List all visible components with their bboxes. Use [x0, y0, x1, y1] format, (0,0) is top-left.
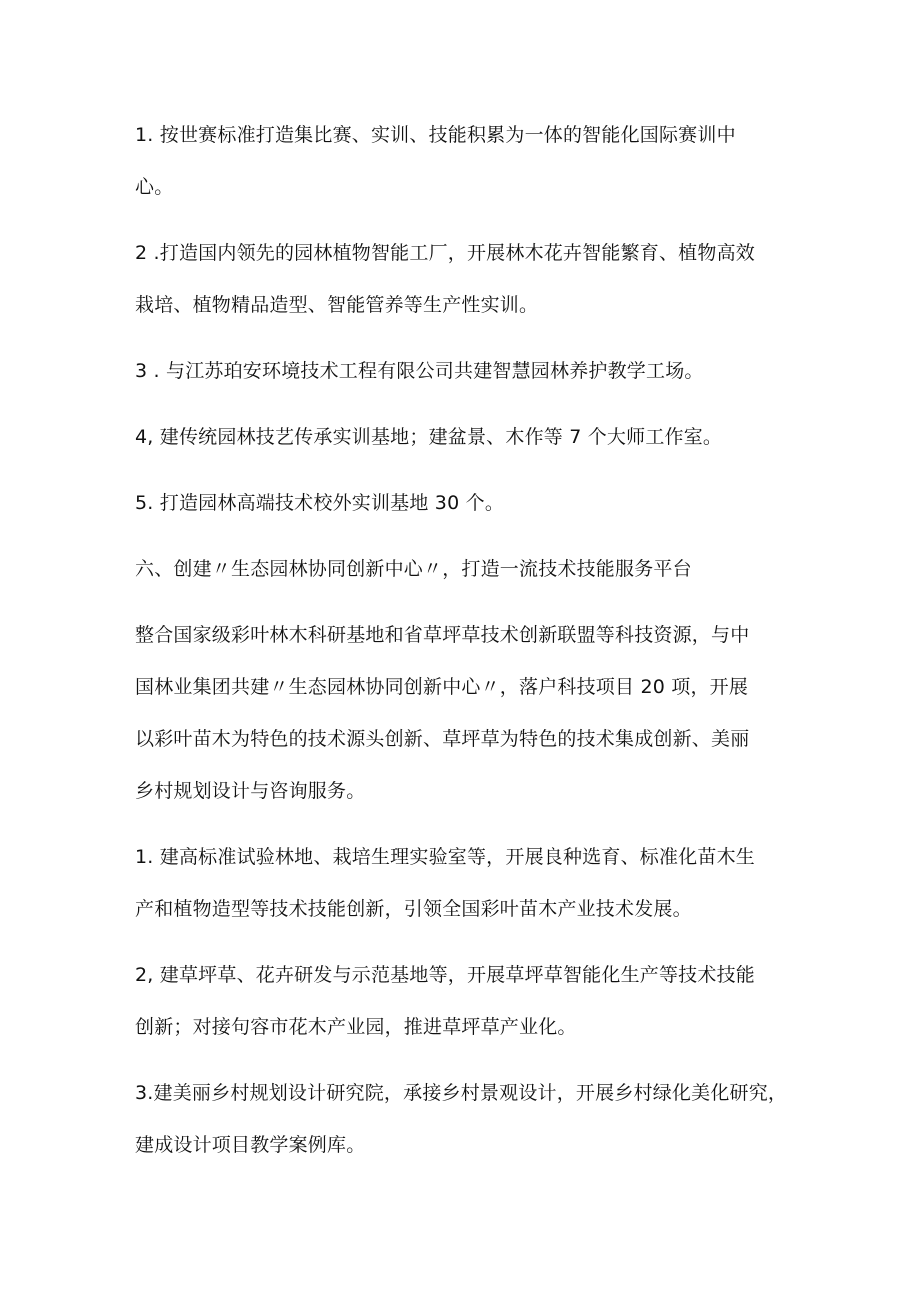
paragraph-line: 2 .打造国内领先的园林植物智能工厂，开展林木花卉智能繁育、植物高效 [135, 242, 755, 264]
paragraph-line: 以彩叶苗木为特色的技术源头创新、草坪草为特色的技术集成创新、美丽 [135, 728, 750, 750]
paragraph-line: 整合国家级彩叶林木科研基地和省草坪草技术创新联盟等科技资源，与中 [135, 624, 750, 646]
paragraph-8 [135, 831, 795, 935]
paragraph-2 [135, 227, 795, 331]
paragraph-line: 3.建美丽乡村规划设计研究院，承接乡村景观设计，开展乡村绿化美化研究， [135, 1082, 788, 1104]
paragraph-7 [135, 609, 795, 817]
section-heading [135, 543, 795, 595]
paragraph-line: 建成设计项目教学案例库。 [135, 1134, 366, 1156]
paragraph-line: 4, 建传统园林技艺传承实训基地；建盆景、木作等 7 个大师工作室。 [135, 426, 723, 448]
paragraph-10 [135, 1067, 795, 1171]
paragraph-line: 栽培、植物精品造型、智能管养等生产性实训。 [135, 294, 539, 316]
paragraph-5 [135, 477, 795, 529]
paragraph-line: 心。 [135, 176, 174, 198]
paragraph-4 [135, 411, 795, 463]
paragraph-9 [135, 949, 795, 1053]
paragraph-line: 产和植物造型等技术技能创新，引领全国彩叶苗木产业技术发展。 [135, 898, 692, 920]
paragraph-line: 2, 建草坪草、花卉研发与示范基地等，开展草坪草智能化生产等技术技能 [135, 964, 755, 986]
heading-line: 六、创建〃生态园林协同创新中心〃，打造一流技术技能服务平台 [135, 558, 692, 580]
paragraph-line: 3 . 与江苏珀安环境技术工程有限公司共建智慧园林养护教学工场。 [135, 360, 704, 382]
paragraph-line: 乡村规划设计与咨询服务。 [135, 780, 366, 802]
paragraph-line: 创新；对接句容市花木产业园，推进草坪草产业化。 [135, 1016, 577, 1038]
paragraph-1 [135, 109, 795, 213]
paragraph-line: 1. 建高标准试验林地、栽培生理实验室等，开展良种选育、标准化苗木生 [135, 846, 755, 868]
document-body [135, 109, 795, 1171]
paragraph-line: 1. 按世赛标准打造集比赛、实训、技能积累为一体的智能化国际赛训中 [135, 124, 736, 146]
paragraph-3 [135, 345, 795, 397]
paragraph-line: 5. 打造园林高端技术校外实训基地 30 个。 [135, 492, 505, 514]
paragraph-line: 国林业集团共建〃生态园林协同创新中心〃，落户科技项目 20 项，开展 [135, 676, 749, 698]
